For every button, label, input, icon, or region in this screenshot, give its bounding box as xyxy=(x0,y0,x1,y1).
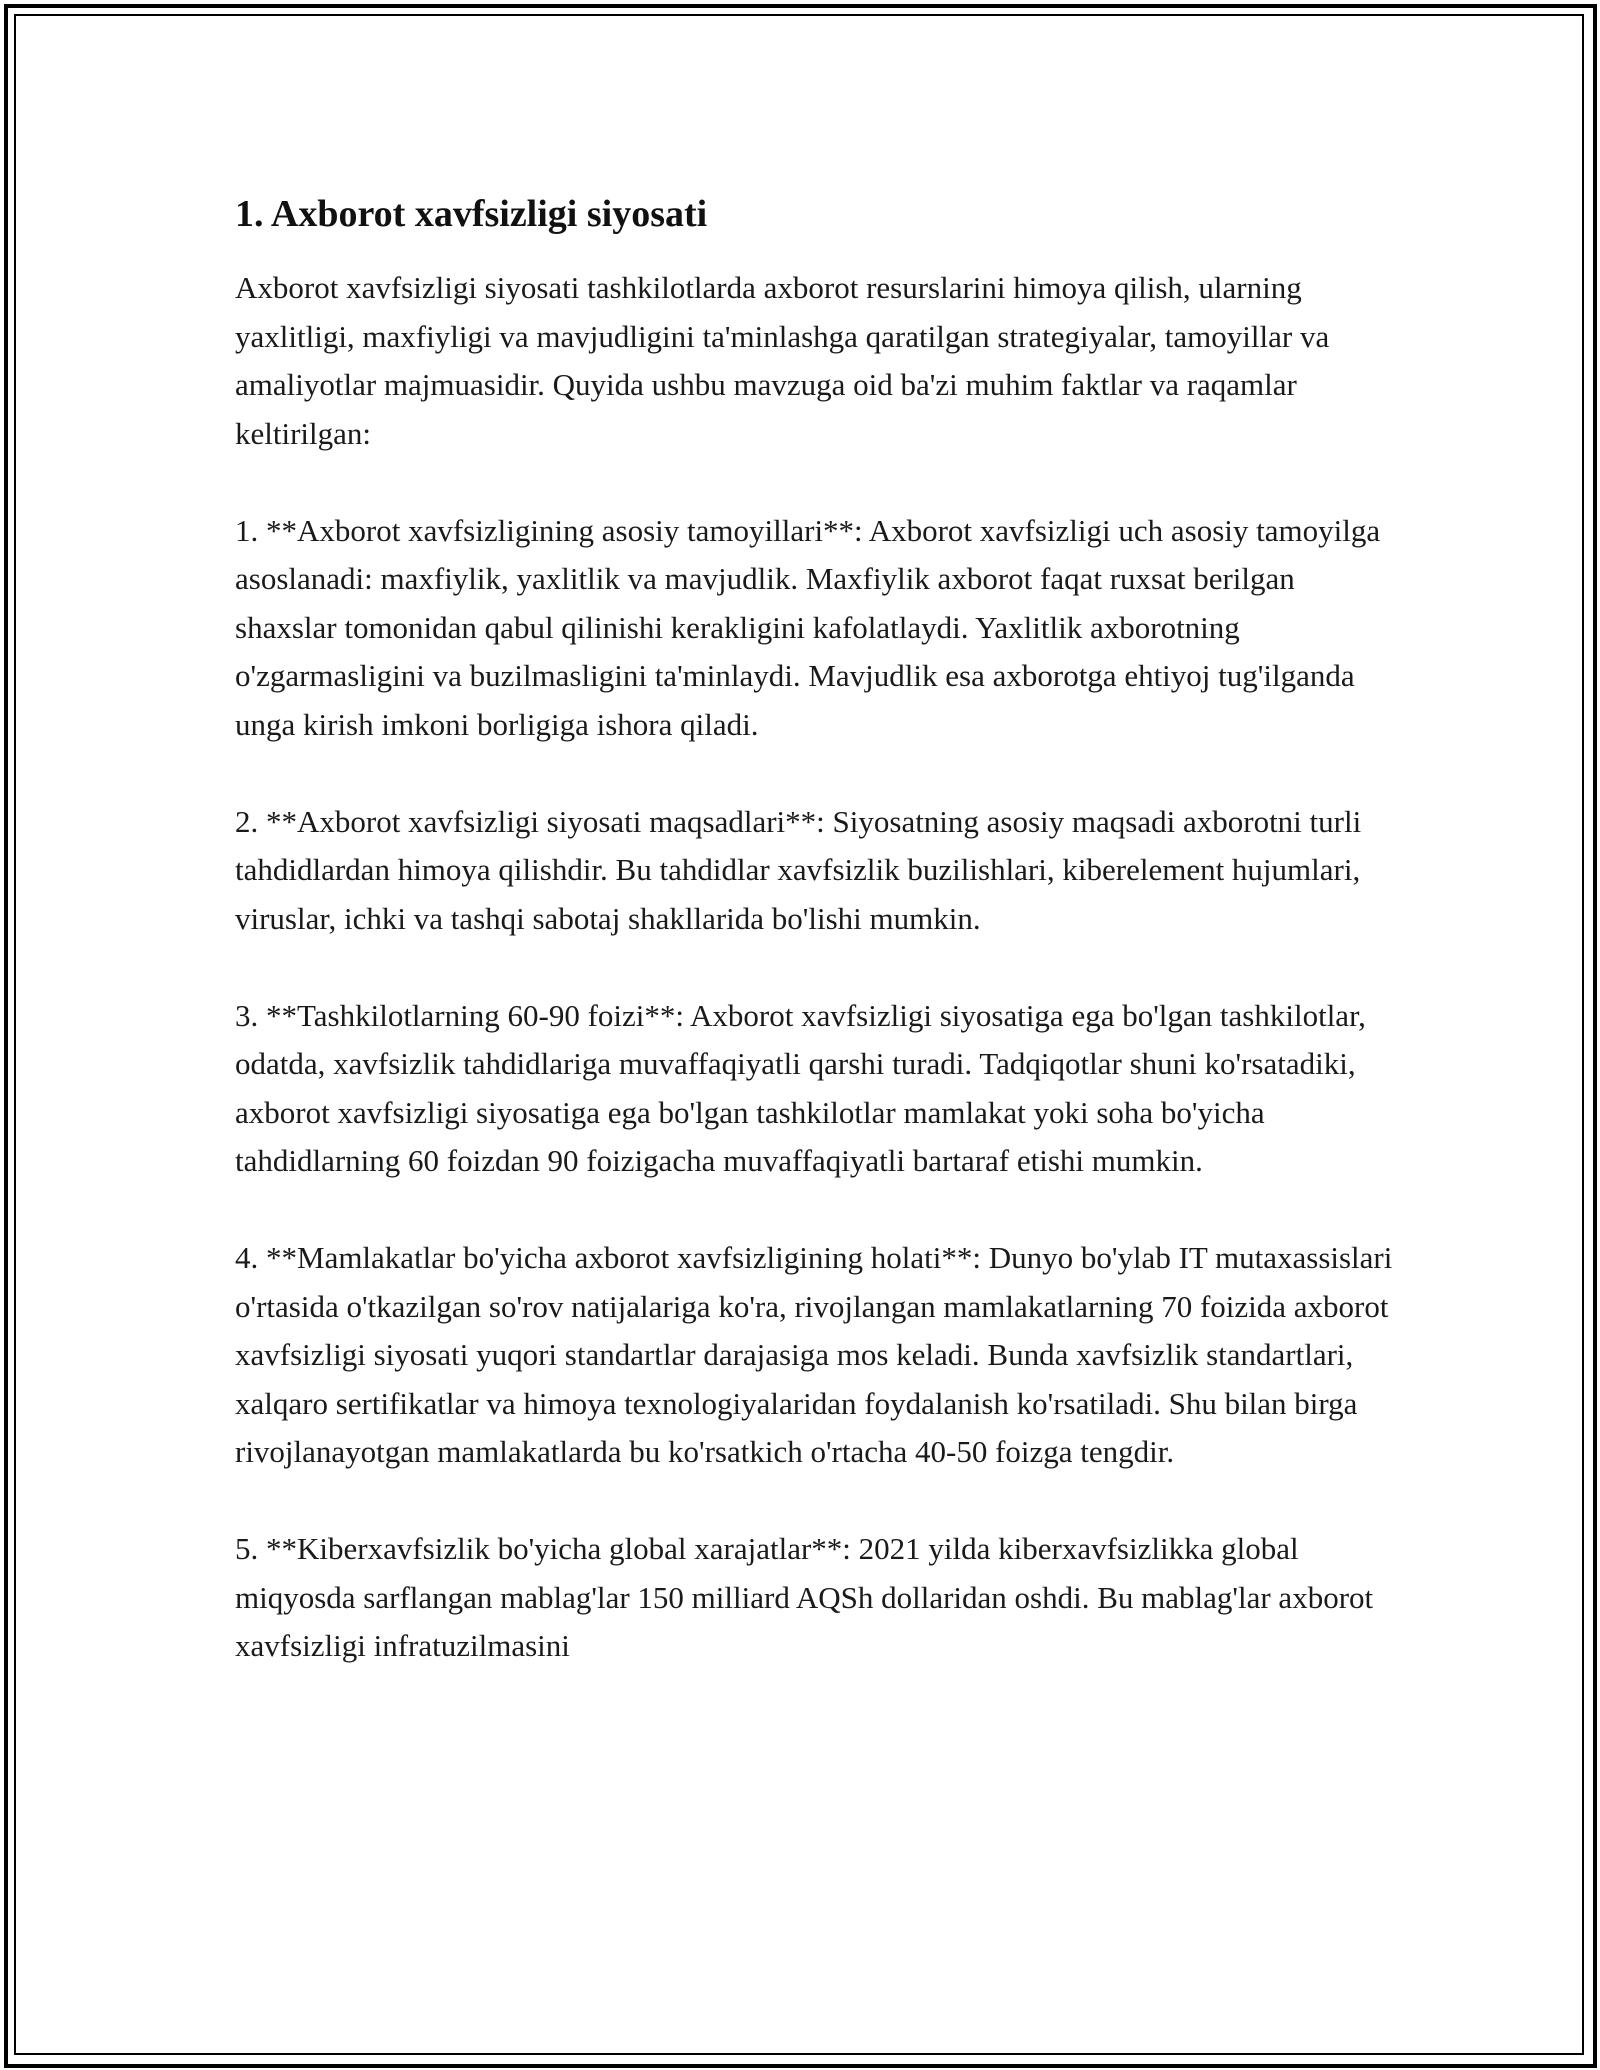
paragraph-global-spending: 5. **Kiberxavfsizlik bo'yicha global xarajatlar**: 2021 yilda kiberxavfsizlikka global miqyosda sarflangan mablag'lar 150 milliard AQSh dollaridan oshdi. Bu mablag'lar axborot xavfsizligi infratuzilmasini xyxy=(235,1531,1374,1663)
document-page xyxy=(235,186,1395,1719)
paragraph-organizations: 3. **Tashkilotlarning 60-90 foizi**: Axborot xavfsizligi siyosatiga ega bo'lgan tashkilotlar, odatda, xavfsizlik tahdidlariga muvaffaqiyatli qarshi turadi. Tadqiqotlar shuni ko'rsatadiki, axborot xavfsizligi siyosatiga ega bo'lgan tashkilotlar mamlakat yoki soha bo'yicha tahdidlarning 60 foizdan 90 foizigacha muvaffaqiyatli bartaraf etishi mumkin. xyxy=(235,997,1366,1178)
paragraph-principles: 1. **Axborot xavfsizligining asosiy tamoyillari**: Axborot xavfsizligi uch asosiy tamoyilga asoslanadi: maxfiylik, yaxlitlik va mavjudlik. Maxfiylik axborot faqat ruxsat berilgan shaxslar tomonidan qabul qilinishi kerakligini kafolatlaydi. Yaxlitlik axborotning o'zgarmasligini va buzilmasligini ta'minlaydi. Mavjudlik esa axborotga ehtiyoj tug'ilganda unga kirish imkoni borligiga ishora qiladi. xyxy=(235,512,1381,742)
intro-paragraph: Axborot xavfsizligi siyosati tashkilotlarda axborot resurslarini himoya qilish, ularning yaxlitligi, maxfiyligi va mavjudligini ta'minlashga qaratilgan strategiyalar, tamoyillar va amaliyotlar majmuasidir. Quyida ushbu mavzuga oid ba'zi muhim faktlar va raqamlar keltirilgan: xyxy=(235,270,1330,451)
paragraph-goals: 2. **Axborot xavfsizligi siyosati maqsadlari**: Siyosatning asosiy maqsadi axborotni turli tahdidlardan himoya qilishdir. Bu tahdidlar xavfsizlik buzilishlari, kiberelement hujumlari, viruslar, ichki va tashqi sabotaj shakllarida bo'lishi mumkin. xyxy=(235,803,1362,936)
paragraph-countries: 4. **Mamlakatlar bo'yicha axborot xavfsizligining holati**: Dunyo bo'ylab IT mutaxassislari o'rtasida o'tkazilgan so'rov natijalariga ko'ra, rivojlangan mamlakatlarning 70 foizida axborot xavfsizligi siyosati yuqori standartlar darajasiga mos keladi. Bunda xavfsizlik standartlari, xalqaro sertifikatlar va himoya texnologiyalaridan foydalanish ko'rsatiladi. Shu bilan birga rivojlanayotgan mamlakatlarda bu ko'rsatkich o'rtacha 40-50 foizga tengdir. xyxy=(235,1240,1393,1469)
document-title: 1. Axborot xavfsizligi siyosati xyxy=(235,193,708,235)
